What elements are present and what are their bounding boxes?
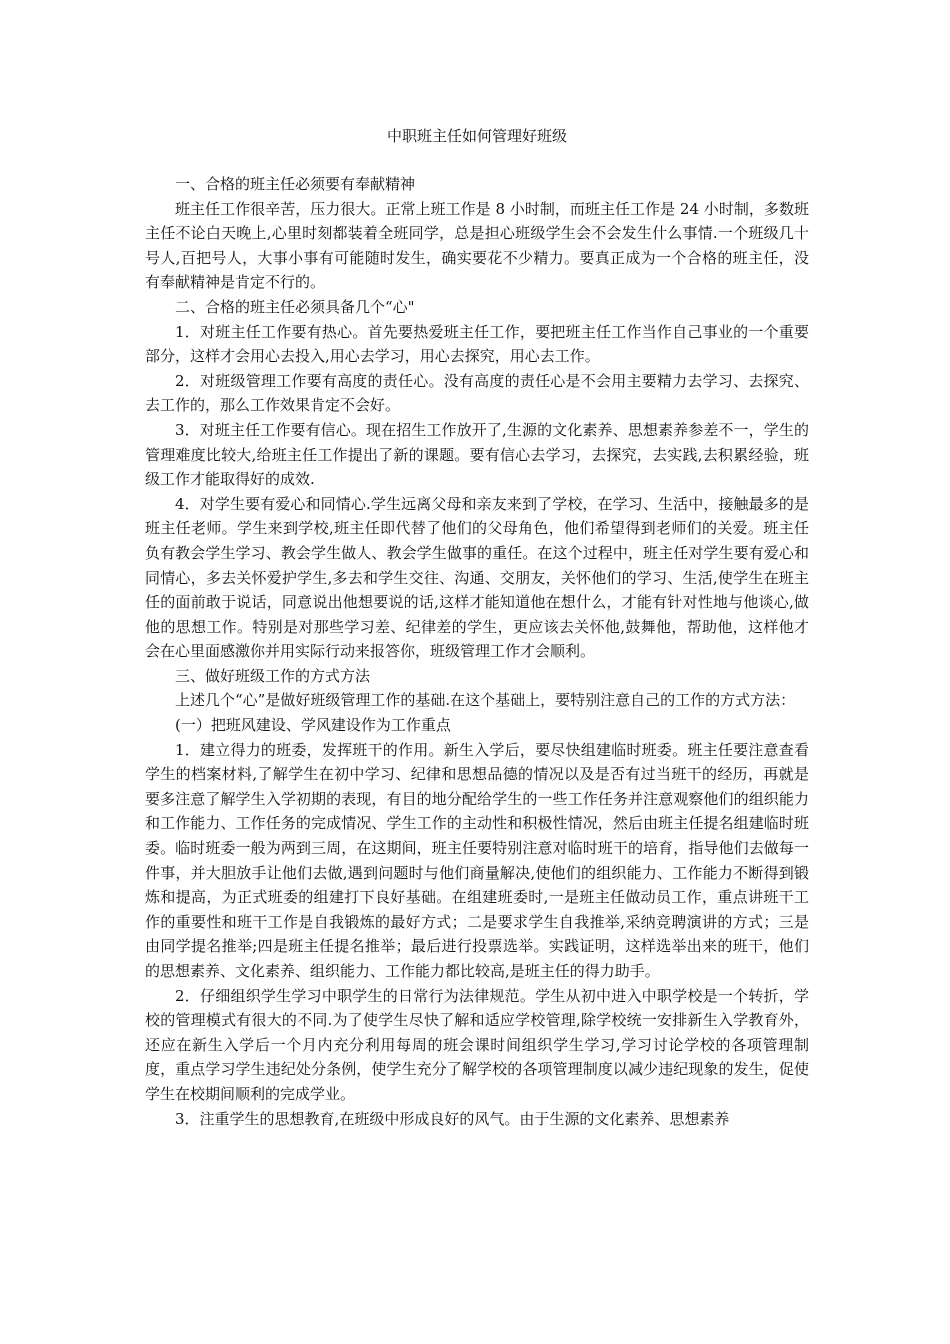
paragraph: 班主任工作很辛苦，压力很大。正常上班工作是 8 小时制，而班主任工作是 24 小时制，多数班主任不论白天晚上,心里时刻都装着全班同学，总是担心班级学生会不会发生什么事情.一个班级几十号人,百把号人，大事小事有可能随时发生，确实要花不少精力。要真正成为一个合格的班主任，没有奉献精神是肯定不行的。 [145,199,809,292]
paragraph: 2．仔细组织学生学习中职学生的日常行为法律规范。学生从初中进入中职学校是一个转折，学校的管理模式有很大的不同.为了使学生尽快了解和适应学校管理,除学校统一安排新生入学教育外，还应在新生入学后一个月内充分利用每周的班会课时间组织学生学习,学习讨论学校的各项管理制度，重点学习学生违纪处分条例，使学生充分了解学校的各项管理制度以减少违纪现象的发生，促使学生在校期间顺利的完成学业。 [145,986,809,1103]
paragraph: 3．注重学生的思想教育,在班级中形成良好的风气。由于生源的文化素养、思想素养 [175,1109,730,1128]
subsection-heading: (一）把班风建设、学风建设作为工作重点 [175,716,451,735]
paragraph: 1．建立得力的班委，发挥班干的作用。新生入学后，要尽快组建临时班委。班主任要注意查看学生的档案材料,了解学生在初中学习、纪律和思想品德的情况以及是否有过当班干的经历，再就是要多注意了解学生入学初期的表现，有目的地分配给学生的一些工作任务并注意观察他们的组织能力和工作能力、工作任务的完成情况、学生工作的主动性和积极性情况，然后由班主任提名组建临时班委。临时班委一般为两到三周，在这期间，班主任要特别注意对临时班干的培育，指导他们去做每一件事，并大胆放手让他们去做,遇到问题时与他们商量解决,使他们的组织能力、工作能力不断得到锻炼和提高，为正式班委的组建打下良好基础。在组建班委时,一是班主任做动员工作，重点讲班干工作的重要性和班干工作是自我锻炼的最好方式；二是要求学生自我推举,采纳竞聘演讲的方式；三是由同学提名推举;四是班主任提名推举；最后进行投票选举。实践证明，这样选举出来的班干，他们的思想素养、文化素养、组织能力、工作能力都比较高,是班主任的得力助手。 [145,740,809,980]
section-heading-2: 二、合格的班主任必须具备几个“心" [175,297,415,316]
document-title: 中职班主任如何管理好班级 [386,127,567,145]
paragraph: 2．对班级管理工作要有高度的责任心。没有高度的责任心是不会用主要精力去学习、去探究、去工作的，那么工作效果肯定不会好。 [145,371,809,415]
paragraph: 1．对班主任工作要有热心。首先要热爱班主任工作，要把班主任工作当作自己事业的一个重要部分，这样才会用心去投入,用心去学习，用心去探究，用心去工作。 [145,322,809,366]
paragraph: 4．对学生要有爱心和同情心.学生远离父母和亲友来到了学校，在学习、生活中，接触最多的是班主任老师。学生来到学校,班主任即代替了他们的父母角色，他们希望得到老师们的关爱。班主任负有教会学生学习、教会学生做人、教会学生做事的重任。在这个过程中，班主任对学生要有爱心和同情心，多去关怀爱护学生,多去和学生交往、沟通、交朋友，关怀他们的学习、生活,使学生在班主任的面前敢于说话，同意说出他想要说的话,这样才能知道他在想什么，才能有针对性地与他谈心,做他的思想工作。特别是对那些学习差、纪律差的学生，更应该去关怀他,鼓舞他，帮助他，这样他才会在心里面感激你并用实际行动来报答你，班级管理工作才会顺利。 [145,494,809,661]
document-page [145,124,809,1131]
section-heading-1: 一、合格的班主任必须要有奉献精神 [175,175,416,193]
section-heading-3: 三、做好班级工作的方式方法 [175,666,371,685]
paragraph: 上述几个“心”是做好班级管理工作的基础.在这个基础上，要特别注意自己的工作的方式方法： [175,691,796,710]
paragraph: 3．对班主任工作要有信心。现在招生工作放开了,生源的文化素养、思想素养参差不一，学生的管理难度比较大,给班主任工作提出了新的课题。要有信心去学习，去探究，去实践,去积累经验，班级工作才能取得好的成效. [145,420,809,489]
